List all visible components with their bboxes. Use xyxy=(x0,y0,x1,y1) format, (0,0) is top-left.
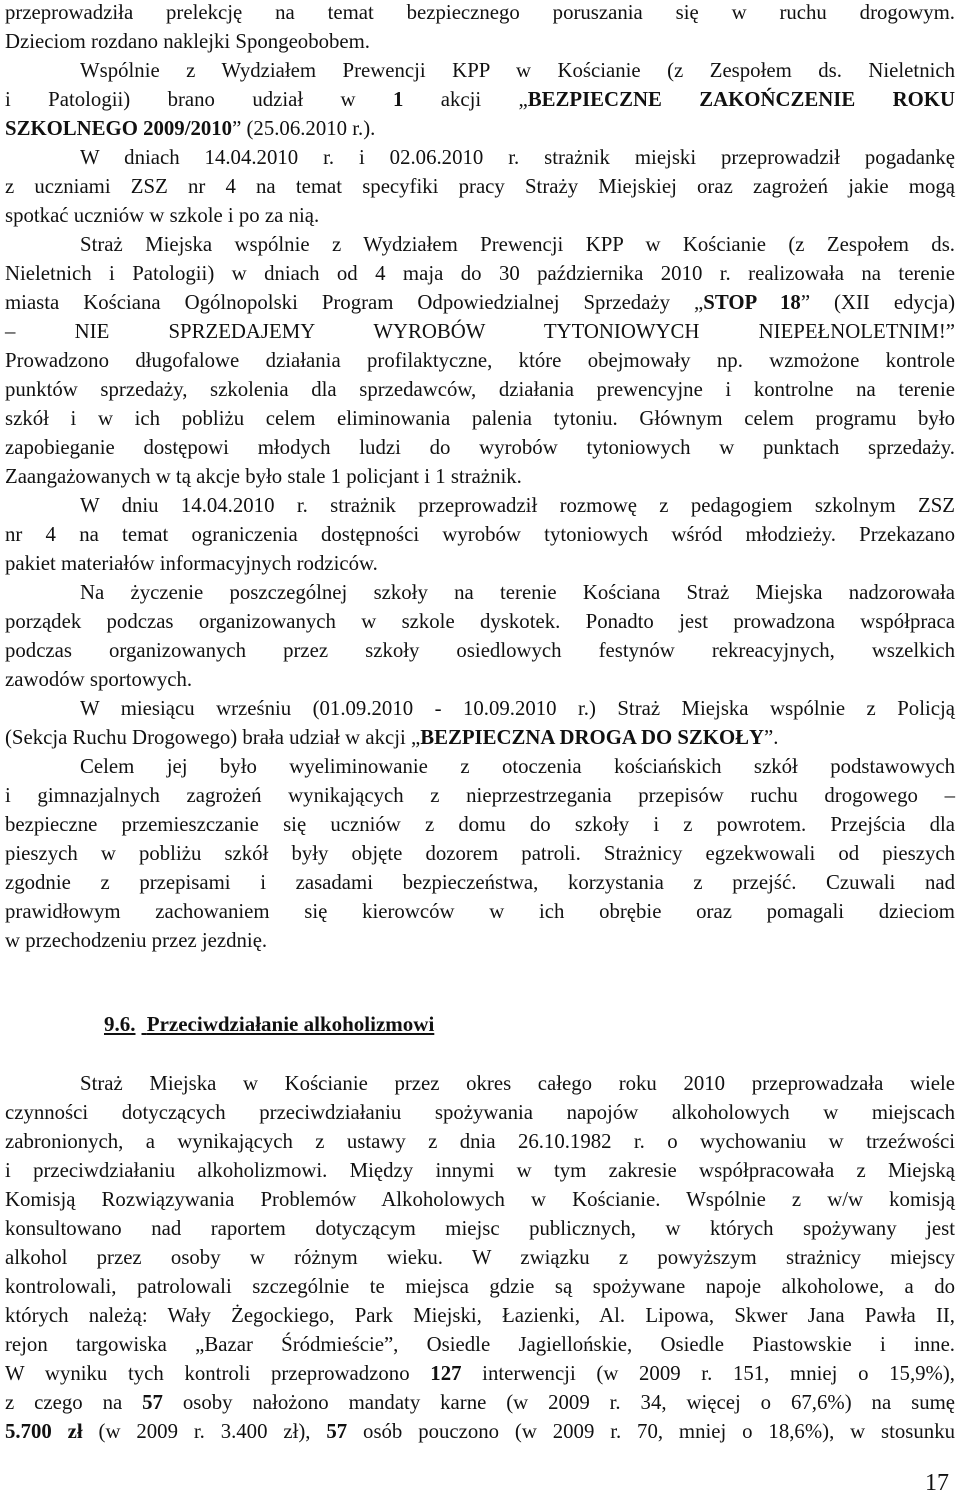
text-line: W dniach 14.04.2010 r. i 02.06.2010 r. strażnik miejski przeprowadził pogadankę xyxy=(80,146,955,169)
text-line: W dniu 14.04.2010 r. strażnik przeprowadził rozmowę z pedagogiem szkolnym ZSZ xyxy=(80,494,955,517)
text-line: Straż Miejska wspólnie z Wydziałem Prewencji KPP w Kościanie (z Zespołem ds. xyxy=(80,233,955,256)
text-line: Zaangażowanych w tą akcje było stale 1 policjant i 1 strażnik. xyxy=(5,465,522,488)
text-line: SZKOLNEGO 2009/2010” (25.06.2010 r.). xyxy=(5,117,376,140)
text-line: zapobieganie dostępowi młodych ludzi do wyrobów tytoniowych w punktach sprzedaży. xyxy=(5,436,955,459)
text-line: prawidłowym zachowaniem się kierowców w ich obrębie oraz pomagali dzieciom xyxy=(5,900,955,923)
text-line: i gimnazjalnych zagrożeń wynikających z nieprzestrzegania przepisów ruchu drogowego – xyxy=(5,784,955,807)
text-line: porządek podczas organizowanych w szkole dyskotek. Ponadto jest prowadzona współpraca xyxy=(5,610,955,633)
text-line: i Patologii) brano udział w 1 akcji „BEZPIECZNE ZAKOŃCZENIE ROKU xyxy=(5,88,955,111)
text-line: Celem jej było wyeliminowanie z otoczenia kościańskich szkół podstawowych xyxy=(80,755,955,778)
text-line: zgodnie z przepisami i zasadami bezpieczeństwa, korzystania z przejść. Czuwali nad xyxy=(5,871,955,894)
text-line: których należą: Wały Żegockiego, Park Miejski, Łazienki, Al. Lipowa, Skwer Jana Pawła II, xyxy=(5,1304,955,1327)
page-number: 17 xyxy=(925,1470,949,1496)
text-line: alkohol przez osoby w różnym wieku. W związku z powyższym strażnicy miejscy xyxy=(5,1246,955,1269)
text-line: miasta Kościana Ogólnopolski Program Odpowiedzialnej Sprzedaży „STOP 18” (XII edycja) xyxy=(5,291,956,314)
text-line: zawodów sportowych. xyxy=(5,668,193,691)
text-line: Nieletnich i Patologii) w dniach od 4 maja do 30 października 2010 r. realizowała na terenie xyxy=(5,262,955,285)
text-line: zabronionych, a wynikających z ustawy z dnia 26.10.1982 r. o wychowaniu w trzeźwości xyxy=(5,1130,955,1153)
text-line: w przechodzeniu przez jezdnię. xyxy=(5,929,268,952)
text-line: punktów sprzedaży, szkolenia dla sprzedawców, działania prewencyjne i kontrolne na terenie xyxy=(5,378,955,401)
text-line: 5.700 zł (w 2009 r. 3.400 zł), 57 osób pouczono (w 2009 r. 70, mniej o 18,6%), w stosunku xyxy=(5,1420,955,1443)
text-line: – NIE SPRZEDAJEMY WYROBÓW TYTONIOWYCH NIEPEŁNOLETNIM!” xyxy=(5,320,955,343)
text-line: spotkać uczniów w szkole i po za nią. xyxy=(5,204,320,227)
text-line: Komisją Rozwiązywania Problemów Alkoholowych w Kościanie. Wspólnie z w/w komisją xyxy=(5,1188,955,1211)
text-line: podczas organizowanych przez szkoły osiedlowych festynów rekreacyjnych, wszelkich xyxy=(5,639,955,662)
text-line: czynności dotyczących przeciwdziałaniu spożywania napojów alkoholowych w miejscach xyxy=(5,1101,955,1124)
text-line: Prowadzono długofalowe działania profilaktyczne, które obejmowały np. wzmożone kontrole xyxy=(5,349,955,372)
text-line: Dzieciom rozdano naklejki Spongeobobem. xyxy=(5,30,371,53)
text-line: W miesiącu wrześniu (01.09.2010 - 10.09.2010 r.) Straż Miejska wspólnie z Policją xyxy=(80,697,955,720)
text-line: kontrolowali, patrolowali szczególnie te miejsca gdzie są spożywane napoje alkoholowe, a do xyxy=(5,1275,955,1298)
text-line: rejon targowiska „Bazar Śródmieście”, Osiedle Jagiellońskie, Osiedle Piastowskie i inne. xyxy=(5,1333,955,1356)
section-title: Przeciwdziałanie alkoholizmowi xyxy=(146,1012,435,1036)
text-line: Wspólnie z Wydziałem Prewencji KPP w Kościanie (z Zespołem ds. Nieletnich xyxy=(80,59,955,82)
text-line: przeprowadziła prelekcję na temat bezpiecznego poruszania się w ruchu drogowym. xyxy=(5,1,955,24)
text-line: W wyniku tych kontroli przeprowadzono 127 interwencji (w 2009 r. 151, mniej o 15,9%), xyxy=(5,1362,955,1385)
section-heading xyxy=(104,1010,434,1039)
section-number: 9.6. xyxy=(104,1012,136,1036)
text-line: (Sekcja Ruchu Drogowego) brała udział w akcji „BEZPIECZNA DROGA DO SZKOŁY”. xyxy=(5,726,779,749)
text-line: Straż Miejska w Kościanie przez okres całego roku 2010 przeprowadzała wiele xyxy=(80,1072,955,1095)
text-line: pieszych w pobliżu szkół były objęte dozorem patroli. Strażnicy egzekwowali od pieszych xyxy=(5,842,955,865)
text-line: nr 4 na temat ograniczenia dostępności wyrobów tytoniowych wśród młodzieży. Przekazano xyxy=(5,523,955,546)
text-line: konsultowano nad raportem dotyczącym miejsc publicznych, w których spożywany jest xyxy=(5,1217,955,1240)
text-line: Na życzenie poszczególnej szkoły na terenie Kościana Straż Miejska nadzorowała xyxy=(80,581,955,604)
text-line: z czego na 57 osoby nałożono mandaty karne (w 2009 r. 34, więcej o 67,6%) na sumę xyxy=(5,1391,955,1414)
text-line: z uczniami ZSZ nr 4 na temat specyfiki pracy Straży Miejskiej oraz zagrożeń jakie mogą xyxy=(5,175,955,198)
text-line: i przeciwdziałaniu alkoholizmowi. Między innymi w tym zakresie współpracowała z Miejską xyxy=(5,1159,955,1182)
text-line: szkół i w ich pobliżu celem eliminowania palenia tytoniu. Głównym celem programu było xyxy=(5,407,955,430)
text-line: bezpieczne przemieszczanie się uczniów z domu do szkoły i z powrotem. Przejścia dla xyxy=(5,813,955,836)
text-line: pakiet materiałów informacyjnych rodziców. xyxy=(5,552,378,575)
